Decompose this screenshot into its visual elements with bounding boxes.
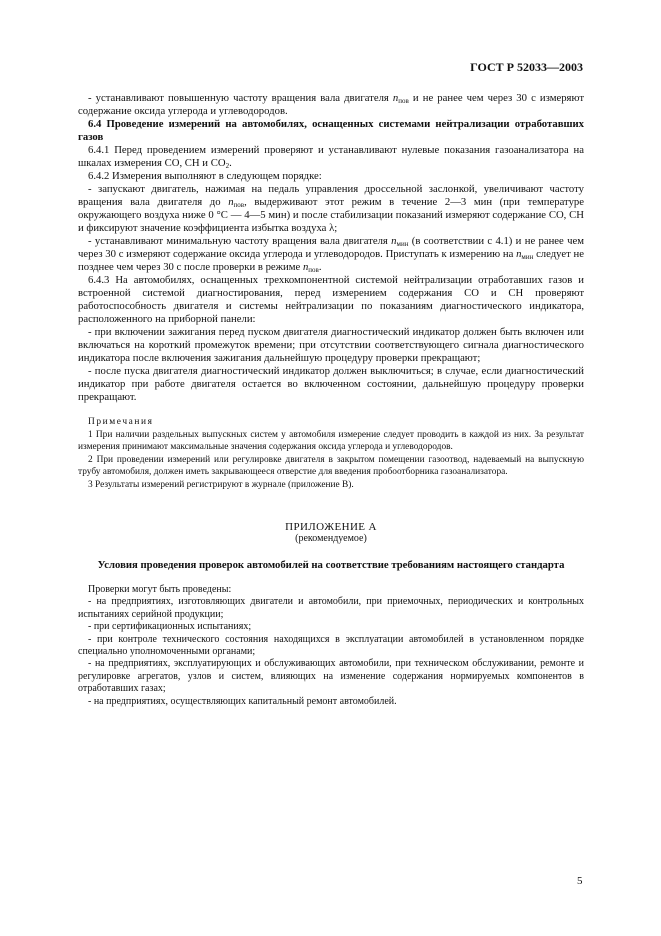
standard-header: ГОСТ Р 52033—2003 — [470, 60, 583, 74]
subscript: пов — [233, 201, 245, 209]
appendix-label: ПРИЛОЖЕНИЕ А — [285, 521, 377, 533]
variable: n — [302, 261, 309, 273]
text-run: , выдерживают этот режим в течение 2—3 мин (при температуре окружающего воздуха ниже 0 °С — 4—5 мин) и после стабилизации показаний измеряют содержание СО, СН и фиксируют значение коэффициента избытка воздуха λ; — [78, 196, 584, 234]
page-number: 5 — [577, 875, 583, 887]
list-item: - на предприятиях, эксплуатирующих и обслуживающих автомобили, при техническом обслуживании, ремонте и регулировке агрегатов, узлов и систем, влияющих на изменение содержания нормируемых компонентов в отработавших газах; — [78, 658, 584, 695]
list-item: - при сертификационных испытаниях; — [88, 621, 252, 633]
text-run: (в соответствии с 4.1) и не ранее чем через 30 с измеряют содержание оксида углерода и углеводородов. Приступать к измерению на — [78, 235, 584, 260]
paragraph: - после пуска двигателя диагностический индикатор должен выключиться; в случае, если диагностический индикатор при работе двигателя остается во включенном состоянии, дальнейшую процедуру проверки прекращают. — [78, 365, 584, 403]
spacer — [78, 404, 584, 416]
variable: n — [516, 248, 522, 260]
main-text — [78, 92, 584, 708]
appendix-intro: Проверки могут быть проведены: — [88, 584, 232, 595]
subscript: пов — [398, 97, 409, 105]
appendix-heading — [78, 521, 584, 545]
paragraph: - при включении зажигания перед пуском двигателя диагностический индикатор должен быть включен или включаться на короткий промежуток времени; при отсутствии соответствующего сигнала диагностического индикатора после включения зажигания дальнейшую процедуру проверки прекращают; — [78, 326, 584, 364]
appendix-title: Условия проведения проверок автомобилей на соответствие требованиям настоящего стандарта — [97, 559, 565, 571]
paragraph: 6.4.3 На автомобилях, оснащенных трехкомпонентной системой нейтрализации отработавших газов и встроенной системой диагностирования, перед измерением содержания СО и СН проверяют работоспособность двигателя и системы нейтрализации по показаниям диагностического индикатора, расположенного на приборной панели: — [78, 274, 584, 325]
list-item: - на предприятиях, изготовляющих двигатели и автомобили, при приемочных, периодических и контрольных испытаниях серийной продукции; — [78, 596, 584, 620]
appendix-status: (рекомендуемое) — [295, 533, 367, 544]
list-item: - на предприятиях, осуществляющих капитальный ремонт автомобилей. — [88, 695, 397, 707]
variable: n — [391, 235, 397, 247]
note-item: 2 При проведении измерений или регулировке двигателя в закрытом помещении газоотвод, надеваемый на выпускную трубу автомобиля, должен иметь закрывающееся отверстие для введения пробоотборника газоанализатора. — [78, 454, 584, 477]
text-run: . — [229, 157, 232, 169]
text-run: - устанавливают повышенную частоту вращения вала двигателя — [88, 92, 393, 104]
variable: n — [392, 92, 399, 104]
subscript: пов — [308, 266, 319, 274]
note-item: 1 При наличии раздельных выпускных систем у автомобиля измерение следует проводить в каждой из них. За результат измерения принимают максимальные значения содержания оксида углерода и углеводородов. — [78, 429, 584, 452]
subscript: мин — [521, 253, 534, 261]
text-run: следует не позднее чем через 30 с после проверки в режиме — [78, 248, 584, 273]
list-item: - при контроле технического состояния находящихся в эксплуатации автомобилей в установленном порядке специально уполномоченными органами; — [78, 633, 584, 658]
notes-title: Примечания — [88, 417, 154, 427]
paragraph — [78, 183, 584, 235]
text-run: и не ранее чем через 30 с измеряют содержание оксида углерода и углеводородов. — [78, 92, 584, 117]
note-item: 3 Результаты измерений регистрируют в журнале (приложение В). — [88, 479, 354, 490]
variable: n — [228, 196, 234, 208]
notes-block — [78, 416, 584, 491]
text-run: 6.4.1 Перед проведением измерений проверяют и устанавливают нулевые показания газоанализатора на шкалах измерения СО, СН и СО — [78, 144, 584, 169]
subscript: 2 — [225, 162, 230, 170]
appendix-body — [78, 584, 584, 708]
paragraph — [78, 144, 584, 170]
text-run: . — [318, 261, 322, 273]
text-run: - устанавливают минимальную частоту вращения вала двигателя — [88, 235, 392, 247]
subscript: мин — [396, 240, 409, 248]
section-heading: 6.4 Проведение измерений на автомобилях, оснащенных системами нейтрализации отработавших газов — [78, 118, 584, 143]
paragraph: 6.4.2 Измерения выполняют в следующем порядке: — [88, 170, 322, 182]
text-run: - запускают двигатель, нажимая на педаль управления дроссельной заслонкой, увеличивают частоту вращения вала двигателя до — [78, 183, 584, 208]
paragraph — [78, 92, 584, 118]
paragraph — [78, 235, 584, 274]
